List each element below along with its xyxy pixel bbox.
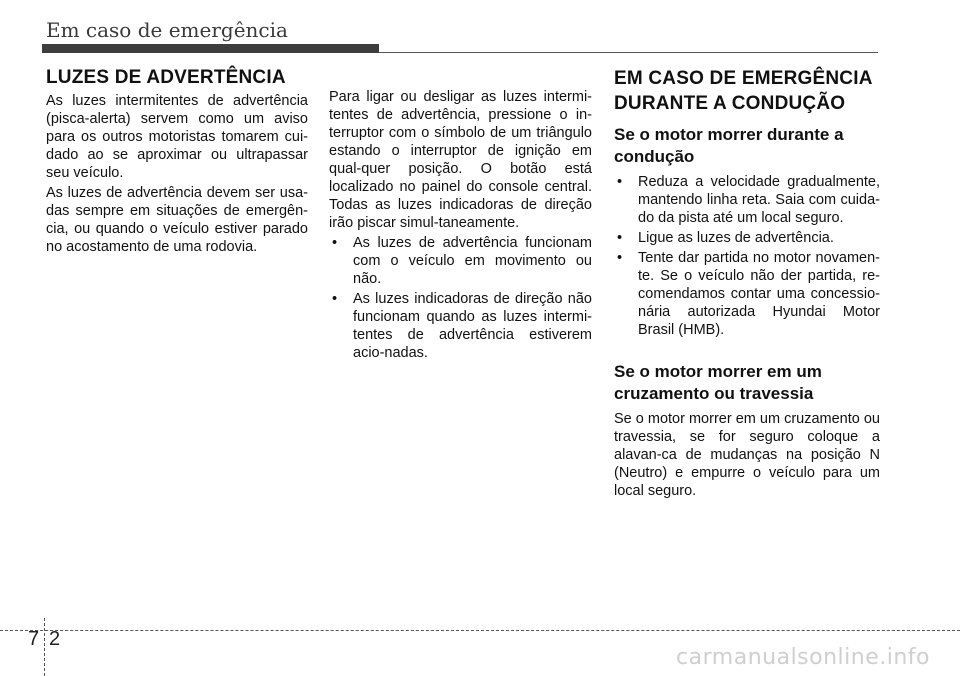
list-item: • Reduza a velocidade gradualmente, mantendo linha reta. Saia com cuida-do da pista até um local seguro. (614, 173, 880, 227)
subheading-engine-stall-crossing: Se o motor morrer em um cruzamento ou travessia (614, 362, 822, 403)
section-heading-emergency-driving: EM CASO DE EMERGÊNCIA DURANTE A CONDUÇÃO (614, 68, 872, 114)
bullet-list (614, 173, 880, 339)
list-item: • As luzes indicadoras de direção não funcionam quando as luzes intermi-tentes de advertência estiverem acio-nadas. (329, 290, 592, 362)
chapter-title: Em caso de emergência (46, 18, 288, 42)
watermark: carmanualsonline.info (676, 645, 930, 670)
list-item: • Ligue as luzes de advertência. (614, 229, 880, 247)
column-3 (614, 66, 880, 500)
subheading-engine-stall-driving: Se o motor morrer durante a condução (614, 125, 844, 166)
column-2 (329, 88, 592, 364)
paragraph: As luzes de advertência devem ser usa-das sempre em situações de emergên-cia, ou quando o veículo estiver parado no acostamento de uma rodovia. (46, 185, 308, 255)
section-heading-warning-lights: LUZES DE ADVERTÊNCIA (46, 67, 286, 88)
paragraph: Se o motor morrer em um cruzamento ou travessia, se for seguro coloque a alavan-ca de mudanças na posição N (Neutro) e empurre o veículo para um local seguro. (614, 411, 880, 499)
list-item: • Tente dar partida no motor novamen-te. Se o veículo não der partida, re-comendamos contar uma concessio-nária autorizada Hyundai Motor Brasil (HMB). (614, 249, 880, 339)
bullet-list (329, 234, 592, 362)
header-bar (42, 44, 379, 53)
paragraph: Para ligar ou desligar as luzes intermi-tentes de advertência, pressione o in-terruptor com o símbolo de um triângulo estando o interruptor de ignição em qual-quer posição. O botão está localizado no painel do console central. Todas as luzes indicadoras de direção irão piscar simul-taneamente. (329, 89, 592, 231)
chapter-number: 7 (28, 628, 40, 650)
page-number: 2 (49, 628, 61, 650)
list-item: • As luzes de advertência funcionam com o veículo em movimento ou não. (329, 234, 592, 288)
footer-divider (44, 618, 45, 676)
column-1 (46, 66, 308, 256)
paragraph: As luzes intermitentes de advertência (pisca-alerta) servem como um aviso para os outros motoristas tomarem cui-dado ao se aproximar ou ultrapassar seu veículo. (46, 93, 308, 181)
header-rule (379, 52, 878, 53)
footer-rule (0, 630, 960, 631)
